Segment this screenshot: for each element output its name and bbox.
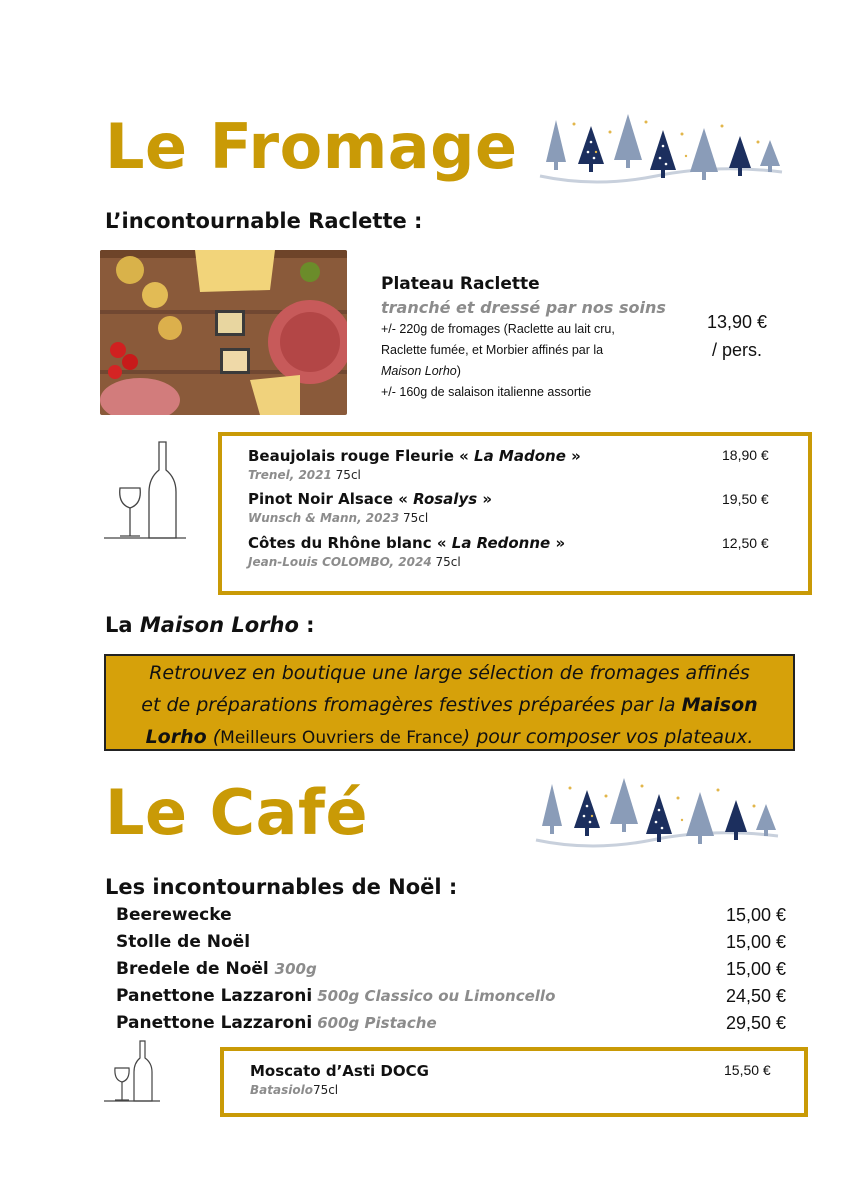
item-note: 300g [274, 960, 317, 978]
plateau-description [381, 319, 681, 403]
item-note: 500g Classico ou Limoncello [317, 987, 556, 1005]
raclette-photo [100, 250, 347, 415]
wine-price: 15,50 € [724, 1062, 771, 1078]
item-price: 15,00 € [725, 932, 786, 952]
item-name: Bredele de Noël [116, 959, 275, 979]
wine-price: 12,50 € [722, 535, 769, 551]
section-title-fromage: Le Fromage [105, 110, 518, 183]
item-name: Stolle de Noël [116, 932, 251, 952]
raclette-heading: L’incontournable Raclette : [105, 209, 423, 233]
plateau-raclette-block [381, 274, 681, 403]
item-price: 15,00 € [725, 905, 786, 925]
item-price: 15,00 € [725, 959, 786, 979]
plateau-desc-line: +/- 160g de salaison italienne assortie [381, 385, 592, 399]
wine-name: Côtes du Rhône blanc « La Redonne » [248, 534, 566, 552]
lorho-line: Retrouvez en boutique une large sélection de fromages affinés [149, 662, 750, 684]
wine-price: 18,90 € [722, 447, 769, 463]
christmas-trees-icon [536, 112, 786, 188]
list-item [116, 986, 786, 1013]
list-item [116, 959, 786, 986]
lorho-line: Lorho (Meilleurs Ouvriers de France) pour composer vos plateaux. [145, 726, 754, 748]
item-name: Panettone Lazzaroni [116, 1013, 313, 1033]
wine-name: Beaujolais rouge Fleurie « La Madone » [248, 447, 581, 465]
wine-glass-bottle-icon [104, 440, 186, 542]
item-price: 29,50 € [725, 1013, 786, 1033]
wine-glass-bottle-icon [104, 1040, 160, 1104]
noel-heading: Les incontournables de Noël : [105, 875, 458, 899]
plateau-price-unit: / pers. [711, 340, 763, 360]
lorho-line: et de préparations fromagères festives préparées par la Maison [141, 694, 758, 716]
noel-items-list [116, 905, 786, 1040]
maison-lorho-heading: La Maison Lorho : [105, 613, 315, 637]
maison-lorho-box [104, 654, 795, 751]
wine-name: Moscato d’Asti DOCG [250, 1062, 429, 1080]
wine-item [248, 534, 565, 569]
wine-producer: Wunsch & Mann, 2023 75cl [248, 511, 429, 525]
wine-producer: Trenel, 2021 75cl [248, 468, 361, 482]
christmas-trees-icon [532, 776, 782, 852]
plateau-subtitle: tranché et dressé par nos soins [381, 298, 666, 317]
item-name: Beerewecke [116, 905, 232, 925]
plateau-name: Plateau Raclette [381, 274, 540, 294]
plateau-price [692, 308, 782, 364]
wine-price: 19,50 € [722, 491, 769, 507]
wine-producer: Batasiolo75cl [250, 1083, 339, 1097]
plateau-desc-line: Raclette fumée, et Morbier affinés par la [381, 343, 604, 357]
wine-item [250, 1062, 429, 1097]
list-item [116, 932, 786, 959]
list-item [116, 1013, 786, 1040]
item-name: Panettone Lazzaroni [116, 986, 313, 1006]
wine-producer: Jean-Louis COLOMBO, 2024 75cl [248, 555, 461, 569]
plateau-price-value: 13,90 € [706, 312, 768, 332]
wine-item [248, 447, 581, 482]
wine-item [248, 490, 492, 525]
plateau-desc-line: Maison Lorho) [381, 364, 461, 378]
list-item [116, 905, 786, 932]
wine-name: Pinot Noir Alsace « Rosalys » [248, 490, 493, 508]
plateau-desc-line: +/- 220g de fromages (Raclette au lait cru, [381, 322, 615, 336]
item-price: 24,50 € [725, 986, 786, 1006]
item-note: 600g Pistache [317, 1014, 437, 1032]
section-title-cafe: Le Café [105, 776, 369, 849]
